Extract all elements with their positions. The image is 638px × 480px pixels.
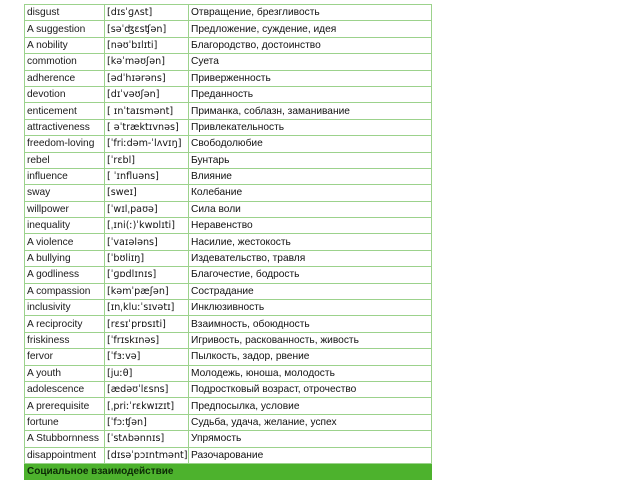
empty-cell[interactable] [432,201,620,217]
transcription-cell[interactable]: [ˈwɪlˌpaʊə] [105,201,189,217]
translation-cell[interactable]: Благородство, достоинство [189,37,432,53]
table-row[interactable] [25,398,620,414]
table-row[interactable] [25,21,620,37]
table-row[interactable] [25,185,620,201]
translation-cell[interactable]: Свободолюбие [189,136,432,152]
translation-cell[interactable]: Сила воли [189,201,432,217]
translation-cell[interactable]: Насилие, жестокость [189,234,432,250]
translation-cell[interactable]: Издевательство, травля [189,250,432,266]
english-word-cell[interactable]: devotion [25,86,105,102]
table-row[interactable] [25,447,620,463]
transcription-cell[interactable]: [dɪsˈɡʌst] [105,5,189,21]
translation-cell[interactable]: Неравенство [189,218,432,234]
translation-cell[interactable]: Влияние [189,168,432,184]
table-row[interactable] [25,201,620,217]
transcription-cell[interactable]: [ɪnˌkluːˈsɪvətɪ] [105,300,189,316]
translation-cell[interactable]: Привлекательность [189,119,432,135]
transcription-cell[interactable]: [ˈvaɪələns] [105,234,189,250]
translation-cell[interactable]: Разочарование [189,447,432,463]
english-word-cell[interactable]: A compassion [25,283,105,299]
english-word-cell[interactable]: disgust [25,5,105,21]
english-word-cell[interactable]: commotion [25,54,105,70]
empty-cell[interactable] [432,168,620,184]
empty-cell[interactable] [432,86,620,102]
english-word-cell[interactable]: rebel [25,152,105,168]
english-word-cell[interactable]: A violence [25,234,105,250]
transcription-cell[interactable]: [ ɪnˈtaɪsmənt] [105,103,189,119]
section-header-row[interactable] [25,463,620,479]
translation-cell[interactable]: Приманка, соблазн, заманивание [189,103,432,119]
english-word-cell[interactable]: disappointment [25,447,105,463]
translation-cell[interactable]: Отвращение, брезгливость [189,5,432,21]
english-word-cell[interactable]: A reciprocity [25,316,105,332]
english-word-cell[interactable]: influence [25,168,105,184]
table-row[interactable] [25,267,620,283]
empty-cell[interactable] [432,103,620,119]
table-row[interactable] [25,119,620,135]
transcription-cell[interactable]: [ædəʊˈlɛsns] [105,381,189,397]
empty-cell[interactable] [432,70,620,86]
translation-cell[interactable]: Бунтарь [189,152,432,168]
empty-cell[interactable] [432,381,620,397]
transcription-cell[interactable]: [ əˈtræktɪvnəs] [105,119,189,135]
vocabulary-table [24,4,620,480]
table-row[interactable] [25,168,620,184]
translation-cell[interactable]: Инклюзивность [189,300,432,316]
empty-cell[interactable] [432,218,620,234]
empty-cell[interactable] [432,54,620,70]
table-row[interactable] [25,218,620,234]
transcription-cell[interactable]: [sweɪ] [105,185,189,201]
section-title: Социальное взаимодействие [25,463,432,479]
table-row[interactable] [25,431,620,447]
table-row[interactable] [25,414,620,430]
translation-cell[interactable]: Преданность [189,86,432,102]
transcription-cell[interactable]: [kəˈməʊʃən] [105,54,189,70]
empty-cell[interactable] [432,37,620,53]
transcription-cell[interactable]: [ədˈhɪərəns] [105,70,189,86]
empty-cell[interactable] [432,431,620,447]
empty-cell[interactable] [432,119,620,135]
english-word-cell[interactable]: friskiness [25,332,105,348]
translation-cell[interactable]: Упрямость [189,431,432,447]
english-word-cell[interactable]: enticement [25,103,105,119]
empty-cell[interactable] [432,152,620,168]
translation-cell[interactable]: Суета [189,54,432,70]
empty-cell[interactable] [432,300,620,316]
table-row[interactable] [25,365,620,381]
english-word-cell[interactable]: inequality [25,218,105,234]
transcription-cell[interactable]: [ˈfriːdəm-ˈlʌvɪŋ] [105,136,189,152]
translation-cell[interactable]: Взаимность, обоюдность [189,316,432,332]
translation-cell[interactable]: Игривость, раскованность, живость [189,332,432,348]
transcription-cell[interactable]: [juːθ] [105,365,189,381]
translation-cell[interactable]: Подростковый возраст, отрочество [189,381,432,397]
table-row[interactable] [25,332,620,348]
empty-cell[interactable] [432,267,620,283]
table-row[interactable] [25,5,620,21]
table-row[interactable] [25,250,620,266]
english-word-cell[interactable]: A godliness [25,267,105,283]
empty-cell[interactable] [432,250,620,266]
table-row[interactable] [25,316,620,332]
table-row[interactable] [25,86,620,102]
translation-cell[interactable]: Судьба, удача, желание, успех [189,414,432,430]
table-row[interactable] [25,349,620,365]
english-word-cell[interactable]: fervor [25,349,105,365]
transcription-cell[interactable]: [ˈɡɒdlɪnɪs] [105,267,189,283]
translation-cell[interactable]: Колебание [189,185,432,201]
transcription-cell[interactable]: [ˌɪni(ː)ˈkwɒlɪti] [105,218,189,234]
transcription-cell[interactable]: [dɪˈvəʊʃən] [105,86,189,102]
table-row[interactable] [25,70,620,86]
translation-cell[interactable]: Приверженность [189,70,432,86]
empty-cell[interactable] [432,5,620,21]
transcription-cell[interactable]: [ ˈɪnfluəns] [105,168,189,184]
vocabulary-rows [25,5,620,480]
english-word-cell[interactable]: sway [25,185,105,201]
transcription-cell[interactable]: [ˈbʊliɪŋ] [105,250,189,266]
english-word-cell[interactable]: inclusivity [25,300,105,316]
transcription-cell[interactable]: [nəʊˈbɪlɪti] [105,37,189,53]
transcription-cell[interactable]: [ˈrɛbl] [105,152,189,168]
english-word-cell[interactable]: adolescence [25,381,105,397]
translation-cell[interactable]: Сострадание [189,283,432,299]
english-word-cell[interactable]: A nobility [25,37,105,53]
transcription-cell[interactable]: [ˈfɜːvə] [105,349,189,365]
empty-cell[interactable] [432,414,620,430]
english-word-cell[interactable]: fortune [25,414,105,430]
table-row[interactable] [25,37,620,53]
english-word-cell[interactable]: adherence [25,70,105,86]
english-word-cell[interactable]: A prerequisite [25,398,105,414]
english-word-cell[interactable]: A youth [25,365,105,381]
empty-cell[interactable] [432,21,620,37]
transcription-cell[interactable]: [səˈʤɛsʧən] [105,21,189,37]
transcription-cell[interactable]: [ˈstʌbənnɪs] [105,431,189,447]
empty-cell[interactable] [432,234,620,250]
transcription-cell[interactable]: [ˈfrɪskɪnəs] [105,332,189,348]
empty-cell[interactable] [432,398,620,414]
table-row[interactable] [25,283,620,299]
table-row[interactable] [25,103,620,119]
transcription-cell[interactable]: [dɪsəˈpɔɪntmənt] [105,447,189,463]
english-word-cell[interactable]: A suggestion [25,21,105,37]
translation-cell[interactable]: Пылкость, задор, рвение [189,349,432,365]
empty-cell[interactable] [432,463,620,479]
empty-cell[interactable] [432,332,620,348]
english-word-cell[interactable]: A Stubbornness [25,431,105,447]
transcription-cell[interactable]: [rɛsɪˈprɒsɪti] [105,316,189,332]
translation-cell[interactable]: Предпосылка, условие [189,398,432,414]
english-word-cell[interactable]: attractiveness [25,119,105,135]
empty-cell[interactable] [432,349,620,365]
table-row[interactable] [25,300,620,316]
empty-cell[interactable] [432,365,620,381]
table-row[interactable] [25,54,620,70]
translation-cell[interactable]: Молодежь, юноша, молодость [189,365,432,381]
table-row[interactable] [25,152,620,168]
empty-cell[interactable] [432,447,620,463]
translation-cell[interactable]: Предложение, суждение, идея [189,21,432,37]
empty-cell[interactable] [432,283,620,299]
table-row[interactable] [25,234,620,250]
english-word-cell[interactable]: A bullying [25,250,105,266]
table-row[interactable] [25,381,620,397]
empty-cell[interactable] [432,185,620,201]
empty-cell[interactable] [432,136,620,152]
empty-cell[interactable] [432,316,620,332]
english-word-cell[interactable]: freedom-loving [25,136,105,152]
transcription-cell[interactable]: [ˈfɔːʧən] [105,414,189,430]
table-row[interactable] [25,136,620,152]
translation-cell[interactable]: Благочестие, бодрость [189,267,432,283]
transcription-cell[interactable]: [kəmˈpæʃən] [105,283,189,299]
english-word-cell[interactable]: willpower [25,201,105,217]
transcription-cell[interactable]: [ˌpriːˈrɛkwɪzɪt] [105,398,189,414]
vocabulary-sheet [24,4,620,480]
